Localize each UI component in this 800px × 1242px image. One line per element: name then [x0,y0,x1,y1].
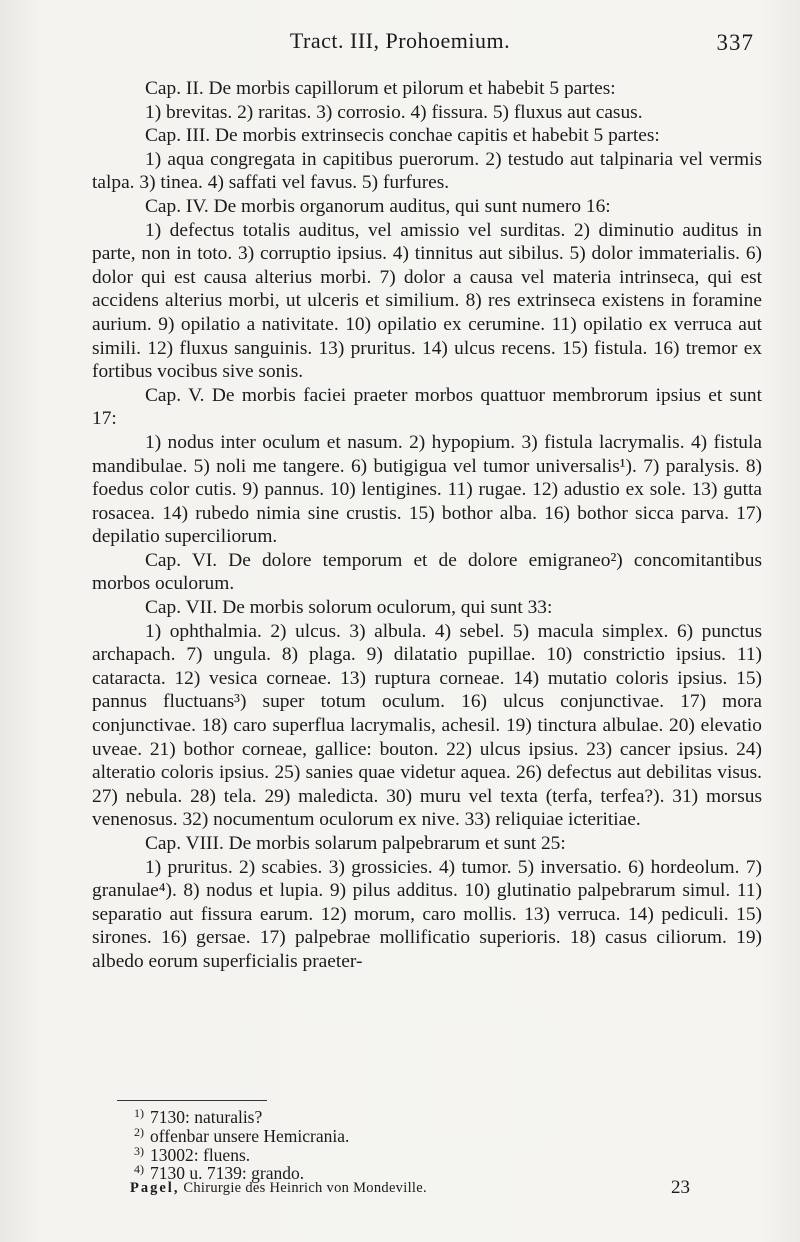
footnote-mark: 3) [134,1143,144,1158]
chapter-heading: Cap. VIII. De morbis solarum palpebrarum et sunt 25: [145,833,566,854]
footer-book-title: Chirurgie des Heinrich von Mondeville. [183,1180,427,1196]
footnote-text: 7130: naturalis? [150,1107,263,1127]
footnote-text: offenbar unsere Hemicrania. [150,1125,350,1146]
footnote-text: 13002: fluens. [150,1144,251,1165]
chapter-heading: Cap. V. De morbis faciei praeter morbos quattuor membrorum ipsius et sunt 17: [92,384,762,430]
footnote-mark: 4) [134,1162,144,1177]
page-footer [130,1177,690,1199]
footnote-text: 7130 u. 7139: grando. [150,1163,305,1184]
footnote [134,1106,646,1127]
chapter-heading: Cap. II. De morbis capillorum et pilorum et habebit 5 partes: [145,78,616,99]
footnotes [134,1106,646,1184]
running-head [0,28,800,58]
running-title: Tract. III, Prohoemium. [289,28,511,53]
chapter-heading: Cap. III. De morbis extrinsecis conchae capitis et habebit 5 partes: [145,125,660,147]
footnote-mark: 2) [134,1124,144,1139]
chapter-list: 1) pruritus. 2) scabies. 3) grossicies. 4) tumor. 5) inversatio. 6) hordeolum. 7) granulae⁴). 8) nodus et lupia. 9) pilus additus. 10) glutinatio palpebrarum simul. 11) separatio aut fissura earum. 12) morum, caro mollis. 13) verruca. 14) pediculi. 15) sirones. 16) gersae. 17) palpebrae mollificatio superioris. 18) casus ciliorum. 19) albedo eorum superficialis praeter- [92,856,762,972]
body-text [92,77,762,974]
chapter-list: 1) defectus totalis auditus, vel amissio vel surditas. 2) diminutio auditus in parte, non in toto. 3) corruptio ipsius. 4) tinnitus aut sibilus. 5) dolor immaterialis. 6) dolor qui est causa alterius morbi. 7) dolor a causa vel materia intrinseca, qui est accidens alterius morbi, ut ulceris et similium. 8) res extrinseca existens in foramine aurium. 9) opilatio a nativitate. 10) opilatio ex cerumine. 11) opilatio ex verruca aut simili. 12) fluxus sanguinis. 13) pruritus. 14) ulcus recens. 15) fistula. 16) tremor ex fortibus vocibus sive sonis. [92,219,762,383]
footnote [134,1143,646,1165]
chapter-heading: Cap. IV. De morbis organorum auditus, qui sunt numero 16: [145,195,611,217]
footer-author: Pagel, [130,1180,180,1196]
chapter-heading: Cap. VI. De dolore temporum et de dolore emigraneo²) concomitantibus morbos oculorum. [92,549,762,595]
chapter-list: 1) nodus inter oculum et nasum. 2) hypopium. 3) fistula lacrymalis. 4) fistula mandibulae. 5) noli me tangere. 6) butigigua vel tumor universalis¹). 7) paralysis. 8) foedus color cutis. 9) pannus. 10) lentigines. 11) rugae. 12) adustio ex sole. 13) gutta rosacea. 14) rubedo nimia sine crustis. 15) bothor alba. 16) bothor sicca parva. 17) depilatio superciliorum. [92,431,762,548]
footnote [134,1124,646,1146]
chapter-heading: Cap. VII. De morbis solorum oculorum, qui sunt 33: [145,597,553,619]
footnote-rule [117,1100,267,1101]
chapter-list: 1) ophthalmia. 2) ulcus. 3) albula. 4) sebel. 5) macula simplex. 6) punctus archapach. 7) ungula. 8) plaga. 9) dilatatio pupillae. 10) constrictio ipsius. 11) cataracta. 12) vesica corneae. 13) ruptura corneae. 14) mutatio coloris ipsius. 15) pannus fluctuans³) super totum oculum. 16) ulcus conjunctivae. 17) mora conjunctivae. 18) caro superflua lacrymalis, achesil. 19) tinctura albulae. 20) elevatio uveae. 21) bothor corneae, gallice: bouton. 22) ulcus ipsius. 23) cancer ipsius. 24) alteratio coloris ipsius. 25) sanies quae videtur aquea. 26) defectus aut debilitas visus. 27) nebula. 28) tela. 29) maledicta. 30) muru vel texta (terfa, terfea?). 31) morsus venenosus. 32) nocumentum oculorum ex nive. 33) reliquiae icteritiae. [92,620,762,831]
page-number: 337 [716,30,754,55]
chapter-list: 1) brevitas. 2) raritas. 3) corrosio. 4) fissura. 5) fluxus aut casus. [145,101,643,123]
signature-mark: 23 [671,1177,690,1198]
footer-credit [130,1180,427,1197]
chapter-list: 1) aqua congregata in capitibus puerorum. 2) testudo aut talpinaria vel vermis talpa. 3) tinea. 4) saffati vel favus. 5) furfures. [92,148,762,194]
footnote-mark: 1) [134,1106,144,1120]
